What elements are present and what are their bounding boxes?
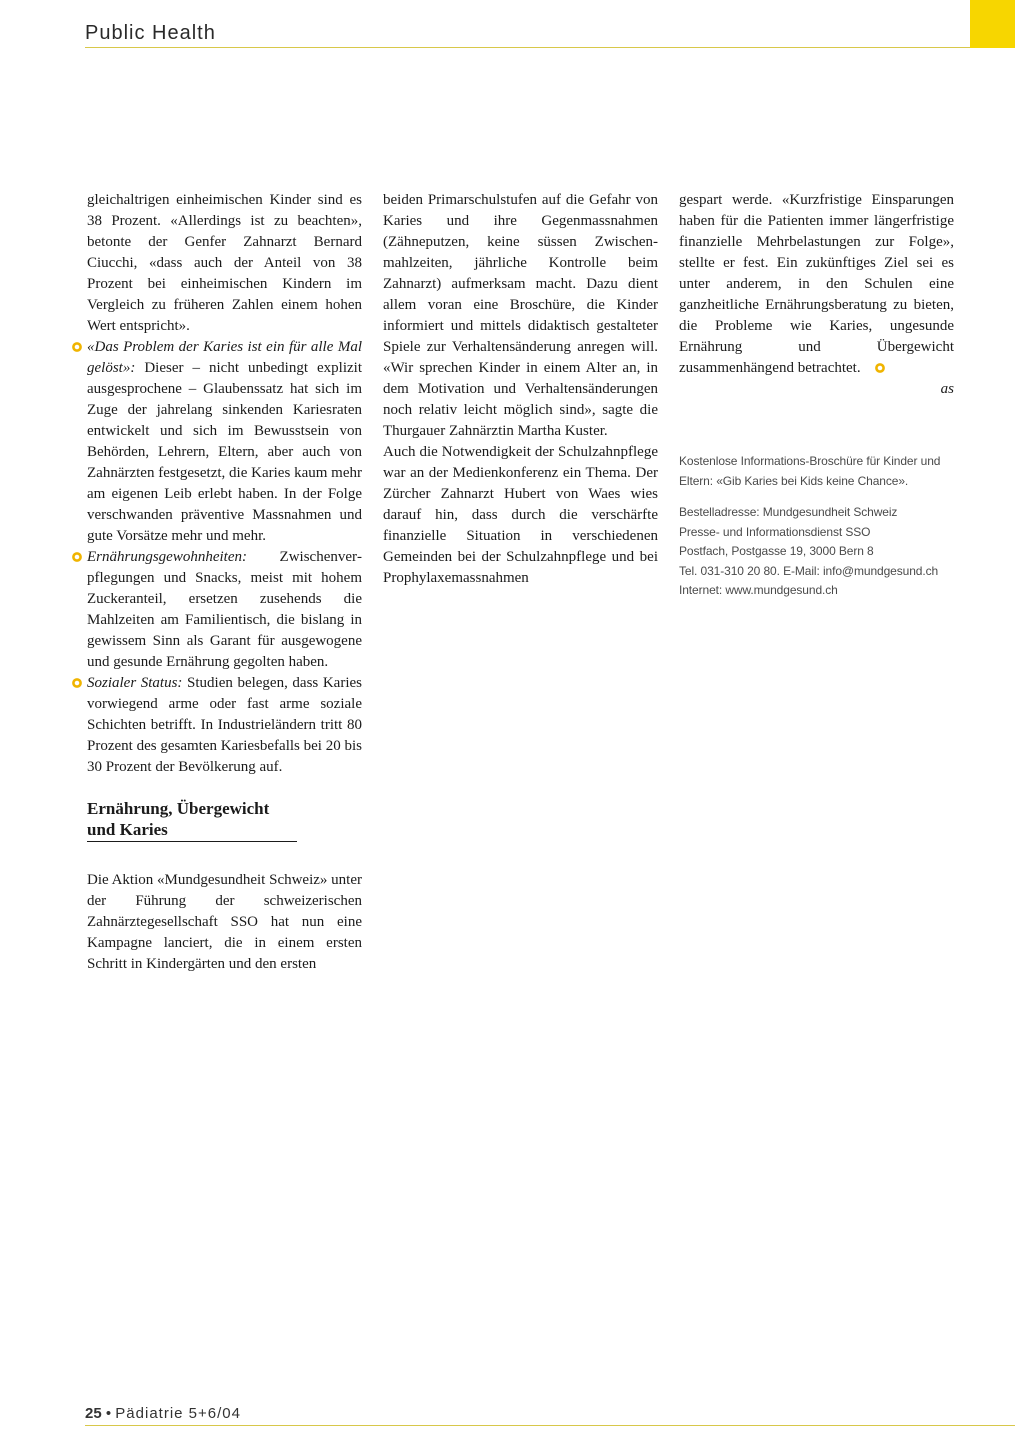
circle-bullet-icon [72,342,82,352]
info-line: Eltern: «Gib Karies bei Kids keine Chance». [679,473,909,488]
section-title: Public Health [85,22,216,44]
paragraph: beiden Primarschulstufen auf die Gefahr von Karies und ihre Gegenmassnahmen (Zähneputzen, keine süssen Zwischenmahlzeiten, jährliche Kontrolle beim Zahnarzt) aufmerksam macht. Dazu dient allem voran eine Broschüre, die Kinder informiert und mittels didaktisch gestalteter Spiele zur Verhaltensänderung anregen will. «Wir sprechen Kinder in einem Alter an, in dem Motivation und Verhaltensänderungen noch relativ leicht möglich sind», sagte die Thurgauer Zahnärztin Martha Kuster. [383,192,658,439]
page-footer [85,1405,241,1422]
bullet-lead: «Das Problem der Karies ist ein für alle Mal gelöst»: [87,339,362,376]
header-rule [85,47,970,48]
article-column-2 [383,190,658,589]
yellow-header-tab [970,0,1015,48]
info-line: Bestelladresse: Mundgesundheit Schweiz [679,505,898,519]
info-line: Postfach, Postgasse 19, 3000 Bern 8 [679,544,874,558]
spacer [87,842,362,870]
paragraph: gleichaltrigen einheimischen Kinder sind es 38 Prozent. «Allerdings ist zu beachten», betonte der Genfer Zahnarzt Bernard Ciucchi, «dass auch der Anteil von 38 Prozent bei einheimischen Kindern im Vergleich zu früheren Zahlen einem hohen Wert entspricht». [87,192,362,334]
bullet-lead: Ernährungsgewohnheiten: [87,549,247,565]
info-line-website: Internet: www.mundgesund.ch [679,583,838,597]
info-line-contact: Tel. 031-310 20 80. E-Mail: info@mundgesund.ch [679,563,939,578]
circle-bullet-icon [72,552,82,562]
info-box [679,452,954,601]
paragraph-text: gespart werde. «Kurzfristige Einsparungen haben für die Patienten immer längerfristige finanzielle Mehrbelastungen zur Folge», stellte er fest. Ein zukünftiges Ziel sei es unter anderem, in den Schulen eine ganzheitliche Ernährungsberatung zu bieten, die Probleme wie Karies, ungesunde Ernährung und Übergewicht zusammenhängend betrachtet. [679,192,954,376]
bullet-text: Studien belegen, dass Karies vorwiegend arme oder fast arme soziale Schichten betrifft. In Industrieländern tritt 80 Prozent des gesamten Kariesbefalls bei 20 bis 30 Prozent der Bevölkerung auf. [87,675,362,775]
info-line: Kostenlose Informations-Broschüre für Kinder und [679,454,941,468]
spacer [679,400,954,452]
article-column-1 [87,190,362,975]
subheading-line-2: und Karies [87,819,297,842]
bullet-item-nutrition [87,547,362,673]
article-column-3 [679,190,954,601]
publication-name: Pädiatrie 5+6/04 [115,1405,241,1422]
info-line: Presse- und Informationsdienst SSO [679,524,871,539]
bullet-text: Zwischenverpflegungen und Snacks, meist mit hohem Zuckeranteil, ersetzen zusehends die Mahlzeiten am Familientisch, die bislang in gewissem Sinn als Garant für ausgewogene und gesunde Ernährung gegolten haben. [87,549,362,670]
paragraph [679,190,954,379]
bullet-item-social-status [87,673,362,778]
info-brochure [679,452,954,491]
subheading [87,798,297,842]
page-number: 25 [85,1405,102,1422]
footer-separator: • [105,1405,112,1422]
info-address [679,503,954,601]
paragraph: Auch die Notwendigkeit der Schulzahnpflege war an der Medienkonferenz ein Thema. Der Zürcher Zahnarzt Hubert von Waes wies darauf hin, dass durch die verschärfte finanzielle Situation in verschiedenen Gemeinden bei der Schulzahnpflege und bei Prophylaxemassnahmen [383,444,658,586]
bullet-item-problem [87,337,362,547]
author-signature: as [940,381,954,397]
spacer [679,491,954,503]
subheading-line-1: Ernährung, Übergewicht [87,799,270,818]
footer-rule [85,1425,1015,1426]
bullet-text: Dieser – nicht unbedingt explizit ausgesprochene – Glaubenssatz hat sich im Zuge der jahrelang sinkenden Kariesraten entwickelt und sich im Bewusstsein von Behörden, Lehrern, Eltern, aber auch von Zahnärzten festgesetzt, die Karies kaum mehr am eigenen Leib erlebt haben. In der Folge verschwanden präventive Massnahmen und gute Vorsätze mehr und mehr. [87,360,362,544]
circle-bullet-icon [72,678,82,688]
circle-end-mark-icon [875,363,885,373]
paragraph: Die Aktion «Mundgesundheit Schweiz» unter der Führung der schweizerischen Zahnärztegesellschaft SSO hat nun eine Kampagne lanciert, die in einem ersten Schritt in Kindergärten und den ersten [87,872,362,972]
bullet-lead: Sozialer Status: [87,675,183,691]
